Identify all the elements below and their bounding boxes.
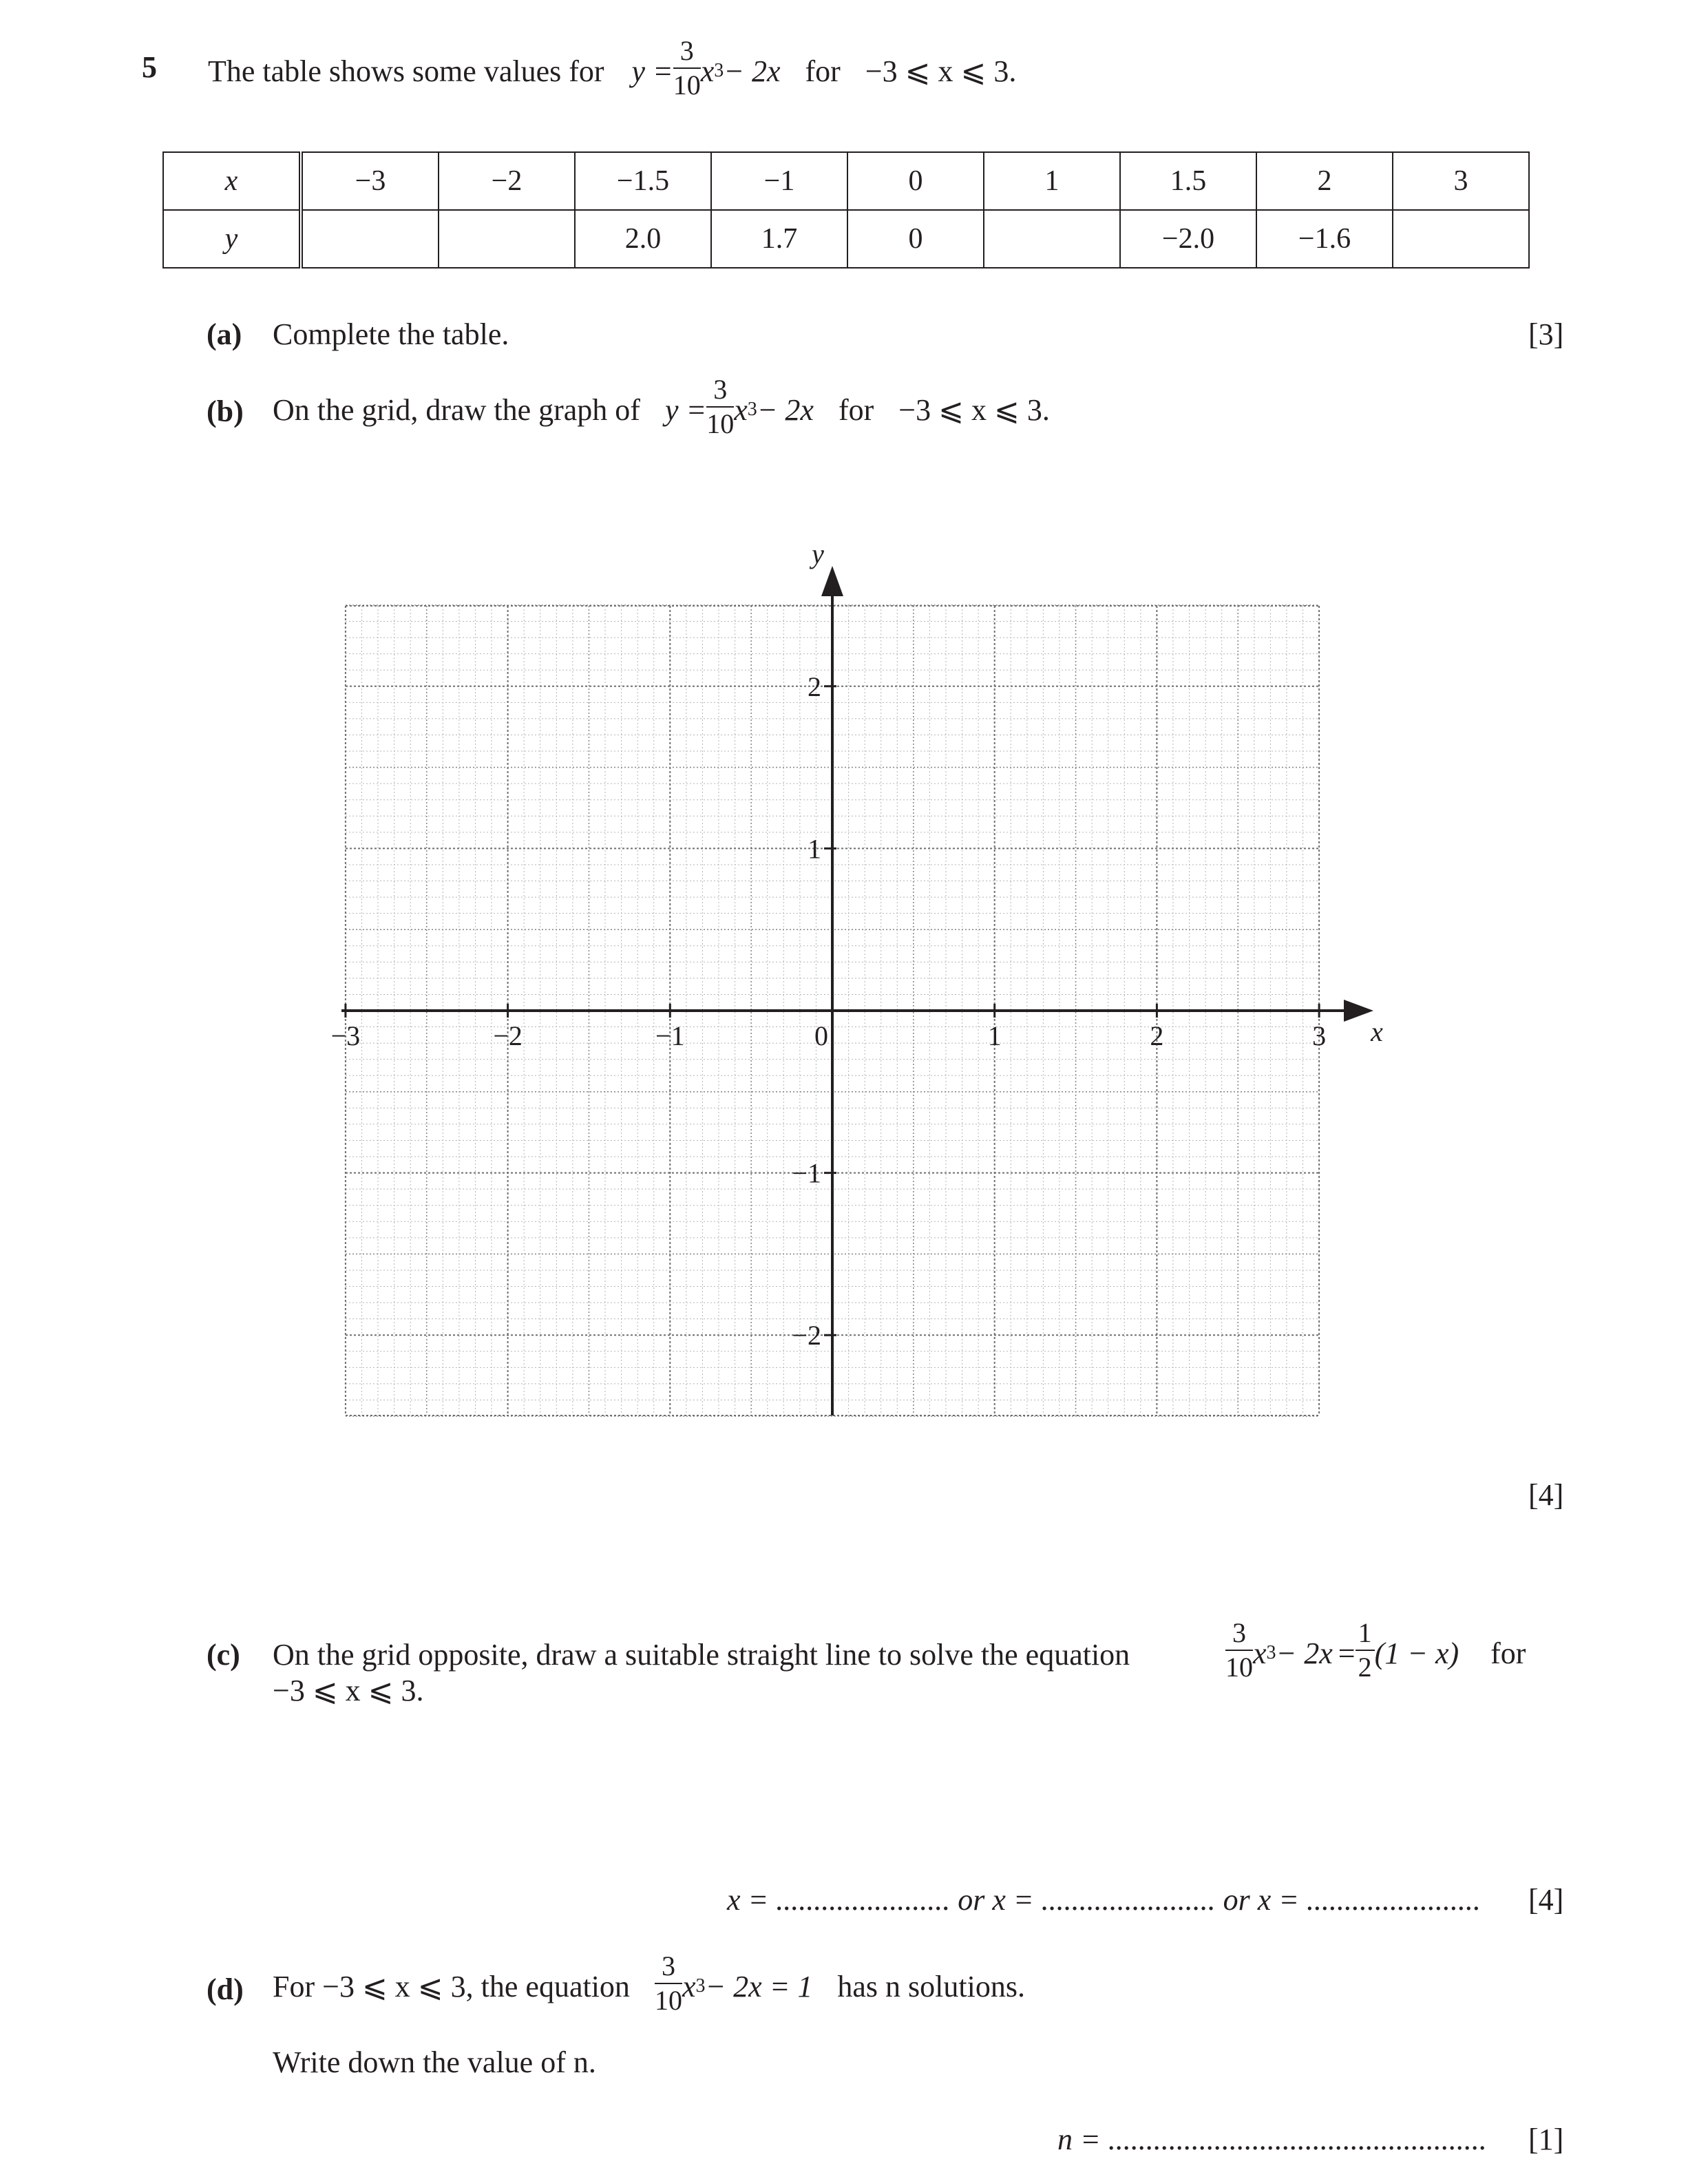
table-cell: 1 [984, 152, 1120, 210]
half-fraction: $\frac{1}{2}$ [1356, 1619, 1375, 1681]
eq-rest: − 2x [724, 54, 781, 88]
part-c-answer-line[interactable]: x = ....................... or x = ....................... or x = ....................... [727, 1883, 1481, 1917]
eq-for: for [805, 54, 841, 88]
y-tick-label: 2 [808, 671, 821, 702]
eq-rest: − 2x = 1 [705, 1969, 813, 2003]
x-tick-label: −3 [330, 1020, 361, 1051]
eq-rest: − 2x [1276, 1636, 1333, 1670]
table-cell: −1.6 [1256, 210, 1393, 268]
part-b-marks: [4] [1528, 1478, 1564, 1512]
part-b-text: On the grid, draw the graph of y = $\frac{3}{10}$ x 3 − 2x for −3 ⩽ x ⩽ 3. [273, 374, 1050, 439]
x-tick-label: 3 [1312, 1020, 1327, 1051]
eq-lhs: y = [664, 392, 707, 427]
part-d-answer-line[interactable]: n = .................................................. [1057, 2123, 1487, 2156]
table-cell: 0 [847, 210, 984, 268]
part-d-text: For −3 ⩽ x ⩽ 3, the equation $\frac{3}{10}$ x 3 − 2x = 1 has n solutions. [273, 1950, 1025, 2016]
fraction: $\frac{3}{10}$ [673, 35, 701, 101]
part-d-intro: For −3 ⩽ x ⩽ 3, the equation [273, 1969, 630, 2003]
x-axis-label: x [1371, 1016, 1383, 1047]
axes [341, 566, 1373, 1415]
y-tick-label: −2 [792, 1320, 821, 1351]
y-axis-label: y [812, 538, 824, 569]
fraction: $\frac{3}{10}$ [706, 374, 735, 439]
part-c-label: (c) [207, 1638, 240, 1672]
table-header-x: x [163, 152, 301, 210]
fraction: $\frac{3}{10}$ [1225, 1617, 1253, 1683]
question-intro: The table shows some values for y = $\frac{3}{10}$ x 3 − 2x for −3 ⩽ x ⩽ 3. [208, 35, 1017, 101]
table-header-y: y [163, 210, 301, 268]
part-d-marks: [1] [1528, 2123, 1564, 2156]
x-tick-label: −2 [493, 1020, 523, 1051]
part-d-tail: has n solutions. [837, 1969, 1025, 2003]
y-tick-label: 1 [808, 833, 821, 865]
eq-x: x [682, 1969, 696, 2003]
part-d-instruction: Write down the value of n. [273, 2045, 596, 2079]
table-cell: −1 [711, 152, 847, 210]
eq-rhs: (1 − x) [1374, 1636, 1459, 1670]
eq-for: for [838, 392, 874, 427]
intro-text: The table shows some values for [208, 54, 604, 88]
part-a-text: Complete the table. [273, 317, 509, 351]
table-cell: −1.5 [575, 152, 711, 210]
table-cell: 1.7 [711, 210, 847, 268]
part-c-equation: $\frac{3}{10}$ x 3 − 2x = $\frac{1}{2}$ (1 − x) for [1225, 1617, 1526, 1683]
table-cell: −2.0 [1120, 210, 1256, 268]
axis-labels [331, 538, 1383, 1351]
part-c-range: −3 ⩽ x ⩽ 3. [273, 1674, 424, 1707]
table-cell: 2.0 [575, 210, 711, 268]
x-tick-label: 2 [1150, 1020, 1164, 1051]
fraction: $\frac{3}{10}$ [654, 1950, 682, 2016]
part-b-instruction: On the grid, draw the graph of [273, 392, 640, 427]
table-cell: −2 [439, 152, 575, 210]
eq-x: x [1253, 1636, 1267, 1670]
eq-rest: − 2x [757, 392, 814, 427]
table-cell: 1.5 [1120, 152, 1256, 210]
table-cell: 3 [1393, 152, 1529, 210]
eq-lhs: y = [631, 54, 673, 88]
part-c-text: On the grid opposite, draw a suitable straight line to solve the equation [273, 1638, 1130, 1672]
question-number: 5 [142, 50, 157, 84]
x-tick-label: 1 [987, 1020, 1002, 1051]
table-cell: 0 [847, 152, 984, 210]
part-a-label: (a) [207, 317, 242, 351]
eq-range: −3 ⩽ x ⩽ 3. [865, 54, 1017, 88]
x-tick-label: −1 [655, 1020, 685, 1051]
x-axis-arrow [1344, 1000, 1373, 1022]
eq-for: for [1490, 1636, 1526, 1670]
y-tick-label: −1 [792, 1157, 821, 1189]
y-axis-arrow [821, 566, 843, 596]
part-b-label: (b) [207, 394, 244, 428]
eq-x: x [700, 54, 715, 88]
x-tick-label: 0 [814, 1020, 828, 1051]
table-cell: −3 [301, 152, 439, 210]
part-c-marks: [4] [1528, 1883, 1564, 1917]
table-cell: 2 [1256, 152, 1393, 210]
part-d-label: (d) [207, 1972, 244, 2006]
part-a-marks: [3] [1528, 317, 1564, 351]
eq-x: x [734, 392, 748, 427]
eq-range: −3 ⩽ x ⩽ 3. [898, 392, 1050, 427]
